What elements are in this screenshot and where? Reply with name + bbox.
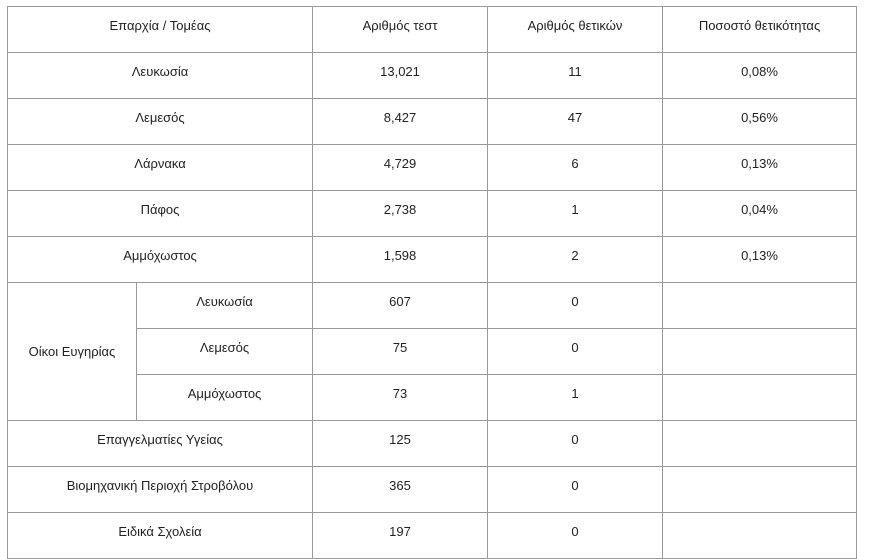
header-tests: Αριθμός τεστ <box>313 7 488 53</box>
group-row-positives: 0 <box>488 329 663 375</box>
row-label: Λεμεσός <box>8 99 313 145</box>
group-row-positives: 0 <box>488 283 663 329</box>
group-row-label: Αμμόχωστος <box>137 375 313 421</box>
row-positives: 11 <box>488 53 663 99</box>
table-row <box>8 283 857 329</box>
row-tests: 1,598 <box>313 237 488 283</box>
group-row-label: Λευκωσία <box>137 283 313 329</box>
row-positives: 6 <box>488 145 663 191</box>
group-label-nursing-homes: Οίκοι Ευγηρίας <box>8 283 137 421</box>
row-positives: 47 <box>488 99 663 145</box>
group-row-tests: 73 <box>313 375 488 421</box>
table-row <box>8 145 857 191</box>
row-tests: 125 <box>313 421 488 467</box>
row-label: Λευκωσία <box>8 53 313 99</box>
testing-results-table <box>7 6 857 559</box>
group-row-rate <box>663 329 857 375</box>
row-positives: 0 <box>488 421 663 467</box>
row-rate: 0,13% <box>663 145 857 191</box>
row-rate: 0,13% <box>663 237 857 283</box>
table-row <box>8 191 857 237</box>
row-label: Επαγγελματίες Υγείας <box>8 421 313 467</box>
header-district: Επαρχία / Τομέας <box>8 7 313 53</box>
row-positives: 1 <box>488 191 663 237</box>
row-label: Λάρνακα <box>8 145 313 191</box>
table-header-row <box>8 7 857 53</box>
header-positives: Αριθμός θετικών <box>488 7 663 53</box>
row-rate: 0,08% <box>663 53 857 99</box>
row-tests: 197 <box>313 513 488 559</box>
group-row-rate <box>663 283 857 329</box>
group-row-positives: 1 <box>488 375 663 421</box>
row-positives: 0 <box>488 513 663 559</box>
row-tests: 13,021 <box>313 53 488 99</box>
row-rate <box>663 513 857 559</box>
table-row <box>8 99 857 145</box>
row-positives: 2 <box>488 237 663 283</box>
table-row <box>8 513 857 559</box>
table-row <box>8 53 857 99</box>
row-tests: 2,738 <box>313 191 488 237</box>
table-row <box>8 467 857 513</box>
row-positives: 0 <box>488 467 663 513</box>
row-label: Αμμόχωστος <box>8 237 313 283</box>
row-label: Πάφος <box>8 191 313 237</box>
group-row-rate <box>663 375 857 421</box>
row-tests: 365 <box>313 467 488 513</box>
table-row <box>8 237 857 283</box>
row-tests: 8,427 <box>313 99 488 145</box>
row-rate: 0,56% <box>663 99 857 145</box>
row-rate <box>663 467 857 513</box>
row-rate <box>663 421 857 467</box>
table-row <box>8 421 857 467</box>
row-label: Βιομηχανική Περιοχή Στροβόλου <box>8 467 313 513</box>
row-rate: 0,04% <box>663 191 857 237</box>
group-row-tests: 607 <box>313 283 488 329</box>
group-row-label: Λεμεσός <box>137 329 313 375</box>
header-rate: Ποσοστό θετικότητας <box>663 7 857 53</box>
group-row-tests: 75 <box>313 329 488 375</box>
row-tests: 4,729 <box>313 145 488 191</box>
row-label: Ειδικά Σχολεία <box>8 513 313 559</box>
